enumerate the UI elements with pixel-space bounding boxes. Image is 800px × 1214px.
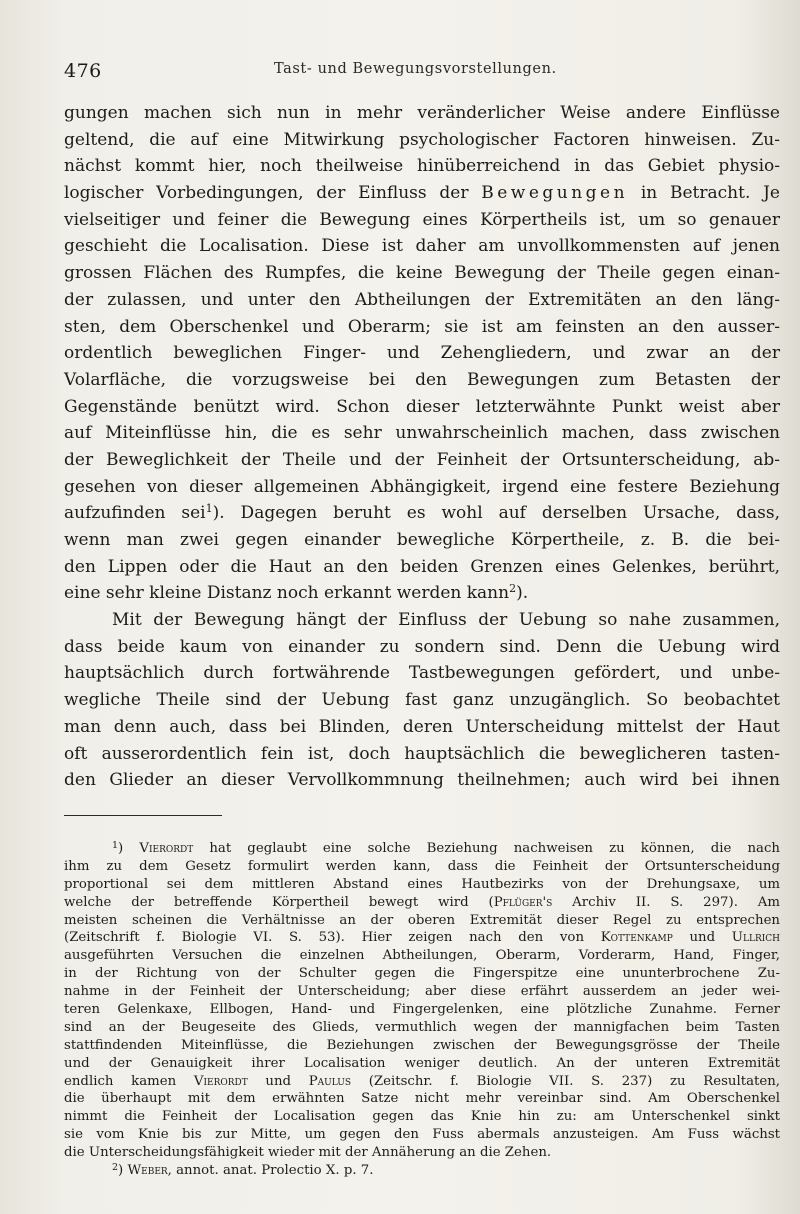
author-name: Weber [127,1163,168,1179]
author-name: Kottenkamp [600,930,673,946]
footnote-line: und der Genauigkeit ihrer Localisation weniger deutlich. An der unteren Extremität [64,1055,780,1071]
footnote-marker: 1 [205,502,213,516]
footnote-line [64,1073,780,1091]
text-segment: (Zeitschr. f. Biologie VII. S. 237) zu Resultaten, [351,1073,780,1089]
footnote-line: ihm zu dem Gesetz formulirt werden kann, dass die Feinheit der Ortsunterscheidung [64,858,780,874]
text-segment: und [247,1073,309,1089]
author-name: Ullrich [731,930,781,946]
footnotes [64,840,780,1180]
text-line: geltend, die auf eine Mitwirkung psychologischer Factoren hinweisen. Zu- [64,129,780,150]
footnote-line: sind an der Beugeseite des Glieds, vermuthlich wegen der mannigfachen beim Tasten [64,1019,780,1035]
footnote-line [64,1162,780,1180]
text-line: Mit der Bewegung hängt der Einfluss der Uebung so nahe zusammen, [112,610,780,631]
footnote-number: 1 [112,840,119,851]
text-segment: (Zeitschrift f. Biologie VI. S. 53). Hier zeigen nach den von [64,930,601,946]
text-segment: in Betracht. Je [628,183,780,204]
author-name: Pflüger's [493,894,553,910]
text-segment: Archiv II. S. 297). Am [552,894,780,910]
running-head: Tast- und Bewegungsvorstellungen. [274,61,557,77]
text-segment: hat geglaubt eine solche Beziehung nachweisen zu können, die nach [193,841,780,856]
text-line: der Beweglichkeit der Theile und der Feinheit der Ortsunterscheidung, ab- [64,449,780,470]
footnote-line: nahme in der Feinheit der Unterscheidung; aber diese erfährt ausserdem an jeder wei- [64,984,780,1000]
text-line: oft ausserordentlich fein ist, doch hauptsächlich die beweglicheren tasten- [64,743,780,764]
footnote-line: stattfindenden Miteinflüsse, die Beziehungen zwischen der Bewegungsgrösse der Theile [64,1037,780,1053]
author-name: Vierordt [139,841,194,856]
footnote-divider [64,815,222,816]
text-line: wenn man zwei gegen einander bewegliche Körpertheile, z. B. die bei- [64,530,780,550]
text-line: man denn auch, dass bei Blinden, deren Unterscheidung mittelst der Haut [64,716,780,737]
footnote-number: 2 [112,1162,119,1174]
footnote-line [64,840,780,858]
footnote-line: die Unterscheidungsfähigkeit wieder mit der Annäherung an die Zehen. [64,1145,552,1161]
page-number: 476 [64,60,102,82]
text-line: gungen machen sich nun in mehr veränderlicher Weise andere Einflüsse [64,103,780,123]
text-line [64,580,780,607]
text-line [64,500,780,527]
text-segment: endlich kamen [64,1073,194,1089]
text-segment: welche der betreffende Körpertheil bewegt wird ( [64,894,494,910]
text-line: Volarfläche, die vorzugsweise bei den Bewegungen zum Betasten der [64,369,780,390]
footnote-line: teren Gelenkaxe, Ellbogen, Hand- und Fingergelenken, eine plötzliche Zunahme. Ferner [64,1002,780,1018]
footnote-line: nimmt die Feinheit der Localisation gegen das Knie hin zu: am Unterschenkel sinkt [64,1109,780,1125]
footnote-marker: 2 [509,582,517,596]
text-line: wegliche Theile sind der Uebung fast ganz unzugänglich. So beobachtet [64,690,780,711]
text-line [64,180,780,207]
footnote-line: die überhaupt mit dem erwähnten Satze nicht mehr vereinbar sind. Am Oberschenkel [64,1091,780,1107]
text-line: den Glieder an dieser Vervollkommnung theilnehmen; auch wird bei ihnen [64,770,780,791]
text-line: grossen Flächen des Rumpfes, die keine Bewegung der Theile gegen einan- [64,263,780,284]
author-name: Paulus [308,1073,352,1089]
text-segment: ) [118,1163,128,1179]
footnote-line: in der Richtung von der Schulter gegen die Fingerspitze eine ununterbrochene Zu- [64,966,780,982]
footnote-line: meisten scheinen die Verhältnisse an der oberen Extremität dieser Regel zu entsprechen [64,912,780,928]
author-name: Vierordt [193,1073,248,1089]
text-line: gesehen von dieser allgemeinen Abhängigkeit, irgend eine festere Beziehung [64,476,780,497]
footnote-line [64,929,780,947]
text-line: Gegenstände benützt wird. Schon dieser letzterwähnte Punkt weist aber [64,396,780,417]
footnote-line: sie vom Knie bis zur Mitte, um gegen den Fuss abermals anzusteigen. Am Fuss wächst [64,1127,780,1143]
text-line: hauptsächlich durch fortwährende Tastbewegungen gefördert, und unbe- [64,663,780,684]
text-line: nächst kommt hier, noch theilweise hinüberreichend in das Gebiet physio- [64,156,780,177]
text-segment: ). [516,583,529,604]
text-segment: ). Dagegen beruht es wohl auf derselben Ursache, dass, [212,503,781,524]
text-segment: eine sehr kleine Distanz noch erkannt werden kann [64,583,510,604]
text-segment: logischer Vorbedingungen, der Einfluss der [64,183,482,204]
page-header [64,58,770,82]
text-segment: aufzufinden sei [64,503,206,524]
text-line: ordentlich beweglichen Finger- und Zehengliedern, und zwar an der [64,343,780,364]
text-segment: und [672,930,732,946]
text-line: vielseitiger und feiner die Bewegung eines Körpertheils ist, um so genauer [64,209,780,230]
text-segment: ) [118,841,140,856]
footnote-line [64,894,780,912]
footnote-line: proportional sei dem mittleren Abstand eines Hautbezirks von der Drehungsaxe, um [64,876,780,892]
text-line: geschieht die Localisation. Diese ist daher am unvollkommensten auf jenen [64,236,780,257]
main-text [64,100,780,794]
text-line: den Lippen oder die Haut an den beiden Grenzen eines Gelenkes, berührt, [64,556,780,577]
text-line: der zulassen, und unter den Abtheilungen der Extremitäten an den läng- [64,289,780,310]
text-segment: , annot. anat. Prolectio X. p. 7. [167,1163,374,1179]
text-line: dass beide kaum von einander zu sondern sind. Denn die Uebung wird [64,636,780,657]
text-line: sten, dem Oberschenkel und Oberarm; sie ist am feinsten an den ausser- [64,316,780,337]
text-line: auf Miteinflüsse hin, die es sehr unwahrscheinlich machen, dass zwischen [64,423,780,444]
emphasized-word: Bewegungen [481,183,629,204]
footnote-line: ausgeführten Versuchen die einzelnen Abtheilungen, Oberarm, Vorderarm, Hand, Finger, [64,948,780,964]
